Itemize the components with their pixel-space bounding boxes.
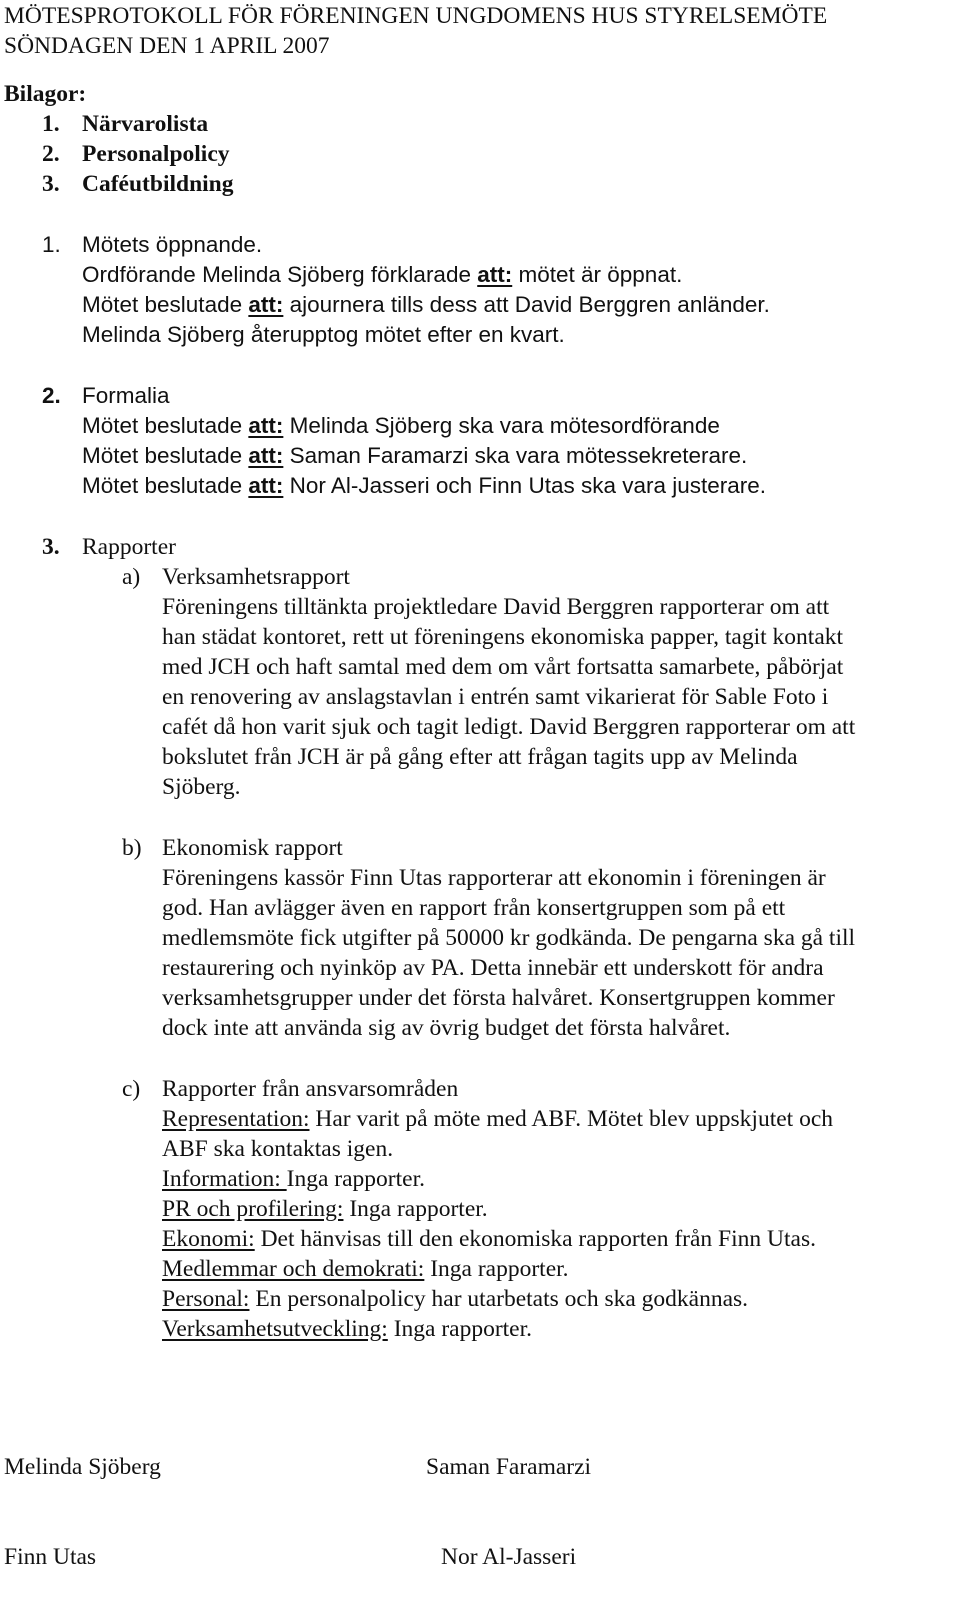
subsection-b-line: dock inte att använda sig av övrig budget det första halvåret. — [162, 1015, 731, 1041]
area-label: Ekonomi: — [162, 1226, 255, 1252]
area-text: Inga rapporter. — [424, 1256, 569, 1282]
att-keyword: att: — [477, 262, 513, 287]
section-2-line — [82, 442, 747, 470]
area-report-line — [162, 1255, 569, 1283]
section-title: Formalia — [82, 383, 170, 408]
area-text: Inga rapporter. — [343, 1196, 488, 1222]
signature-name: Saman Faramarzi — [426, 1454, 592, 1480]
subsection-letter: a) — [122, 564, 141, 590]
area-report-line — [162, 1135, 393, 1163]
att-keyword: att: — [248, 443, 284, 468]
subsection-c-heading — [122, 1075, 458, 1103]
area-text: En personalpolicy har utarbetats och ska godkännas. — [249, 1286, 749, 1312]
subsection-a-heading — [122, 563, 350, 591]
subsection-a-line: Föreningens tilltänkta projektledare David Berggren rapporterar om att — [162, 594, 830, 620]
section-2-line — [82, 412, 720, 440]
attachment-item — [42, 140, 230, 168]
section-1-line — [82, 291, 770, 319]
subsection-title: Verksamhetsrapport — [162, 564, 350, 590]
area-label: Medlemmar och demokrati: — [162, 1256, 425, 1282]
section-2-heading — [42, 382, 170, 410]
subsection-a-line: cafét då hon varit sjuk och tagit ledigt. David Berggren rapporterar om att — [162, 714, 856, 740]
attachment-item — [42, 170, 234, 198]
subsection-b-line: verksamhetsgrupper under det första halvåret. Konsertgruppen kommer — [162, 985, 835, 1011]
page-title-line-1: MÖTESPROTOKOLL FÖR FÖRENINGEN UNGDOMENS HUS STYRELSEMÖTE — [4, 3, 828, 29]
att-keyword: att: — [248, 413, 284, 438]
section-3-heading — [42, 533, 176, 561]
att-keyword: att: — [248, 292, 284, 317]
subsection-a-line: Sjöberg. — [162, 774, 241, 800]
section-2-line — [82, 472, 766, 500]
area-label: Information: — [162, 1166, 287, 1192]
area-label: Personal: — [162, 1286, 250, 1312]
area-text: ABF ska kontaktas igen. — [162, 1136, 394, 1162]
section-title: Mötets öppnande. — [82, 232, 263, 257]
subsection-a-line: han städat kontoret, rett ut föreningens ekonomiska papper, tagit kontakt — [162, 624, 844, 650]
signature-name: Finn Utas — [4, 1544, 97, 1570]
attachment-number: 2. — [42, 141, 60, 167]
attachment-item — [42, 110, 208, 138]
area-report-line — [162, 1165, 425, 1193]
area-text: Det hänvisas till den ekonomiska rapporten från Finn Utas. — [254, 1226, 816, 1252]
line-text: Ordförande Melinda Sjöberg förklarade — [82, 262, 478, 287]
line-text: Melinda Sjöberg ska vara mötesordförande — [283, 413, 720, 438]
attachment-label: Personalpolicy — [82, 141, 230, 167]
line-text: Mötet beslutade — [82, 413, 249, 438]
area-report-line — [162, 1225, 816, 1253]
area-label: Verksamhetsutveckling: — [162, 1316, 388, 1342]
line-text: Mötet beslutade — [82, 443, 249, 468]
att-keyword: att: — [248, 473, 284, 498]
signature-name: Nor Al-Jasseri — [441, 1544, 577, 1570]
area-report-line — [162, 1195, 488, 1223]
subsection-a-line: bokslutet från JCH är på gång efter att frågan tagits upp av Melinda — [162, 744, 798, 770]
subsection-a-line: en renovering av anslagstavlan i entrén samt vikarierat för Sable Foto i — [162, 684, 829, 710]
area-text: Inga rapporter. — [286, 1166, 425, 1192]
area-text: Inga rapporter. — [387, 1316, 533, 1342]
line-text: Mötet beslutade — [82, 292, 249, 317]
subsection-title: Rapporter från ansvarsområden — [162, 1076, 459, 1102]
attachment-number: 1. — [42, 111, 60, 137]
area-label: Representation: — [162, 1106, 310, 1132]
area-report-line — [162, 1315, 532, 1343]
attachment-number: 3. — [42, 171, 60, 197]
section-1-line — [82, 321, 565, 349]
area-report-line — [162, 1105, 833, 1133]
page-title-line-2: SÖNDAGEN DEN 1 APRIL 2007 — [4, 33, 330, 59]
line-text: Melinda Sjöberg återupptog mötet efter en kvart. — [82, 322, 565, 347]
signature-name: Melinda Sjöberg — [4, 1454, 161, 1480]
attachment-label: Närvarolista — [82, 111, 209, 137]
section-number: 2. — [42, 383, 61, 408]
subsection-b-line: restaurering och nyinköp av PA. Detta innebär ett underskott för andra — [162, 955, 824, 981]
attachment-label: Caféutbildning — [82, 171, 234, 197]
subsection-b-line: god. Han avlägger även en rapport från konsertgruppen som på ett — [162, 895, 786, 921]
section-number: 1. — [42, 232, 61, 257]
subsection-letter: b) — [122, 835, 142, 861]
section-title: Rapporter — [82, 534, 176, 560]
section-1-line — [82, 261, 682, 289]
subsection-b-line: medlemsmöte fick utgifter på 50000 kr godkända. De pengarna ska gå till — [162, 925, 856, 951]
section-1-heading — [42, 231, 262, 259]
line-text: Nor Al-Jasseri och Finn Utas ska vara justerare. — [283, 473, 767, 498]
subsection-letter: c) — [122, 1076, 141, 1102]
section-number: 3. — [42, 534, 60, 560]
area-label: PR och profilering: — [162, 1196, 344, 1222]
subsection-b-heading — [122, 834, 343, 862]
subsection-b-line: Föreningens kassör Finn Utas rapporterar att ekonomin i föreningen är — [162, 865, 826, 891]
line-text: Mötet beslutade — [82, 473, 249, 498]
area-report-line — [162, 1285, 748, 1313]
attachments-heading: Bilagor: — [4, 81, 87, 107]
line-text: Saman Faramarzi ska vara mötessekreterare. — [283, 443, 748, 468]
line-text: mötet är öppnat. — [512, 262, 683, 287]
area-text: Har varit på möte med ABF. Mötet blev uppskjutet och — [309, 1106, 834, 1132]
subsection-title: Ekonomisk rapport — [162, 835, 343, 861]
subsection-a-line: med JCH och haft samtal med dem om vårt fortsatta samarbete, påbörjat — [162, 654, 844, 680]
line-text: ajournera tills dess att David Berggren anländer. — [283, 292, 770, 317]
